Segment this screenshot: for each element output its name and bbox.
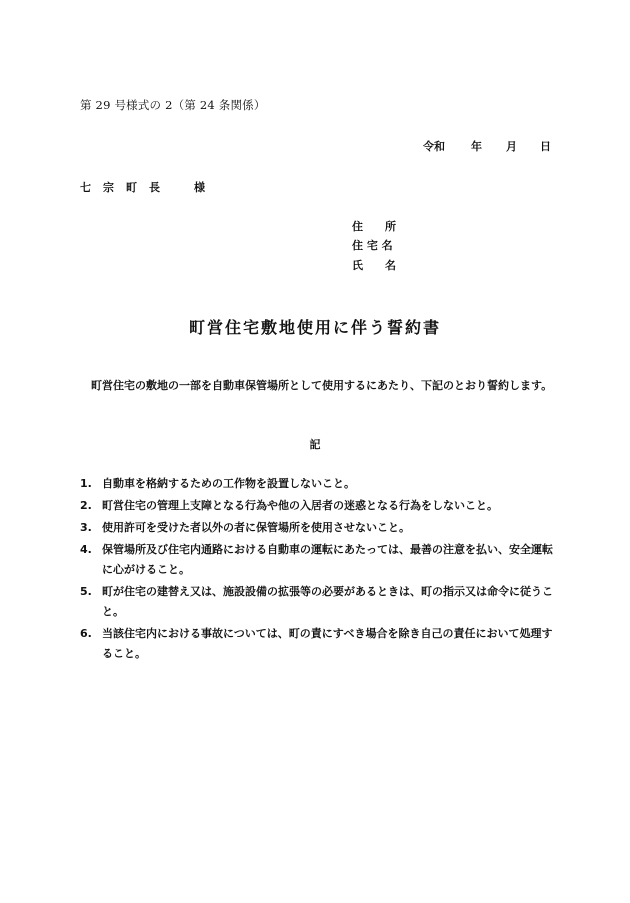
addressee-char: 長 [149, 181, 161, 194]
item-text: 町営住宅の管理上支障となる行為や他の入居者の迷惑となる行為をしないこと。 [102, 499, 498, 512]
addressee-char: 町 [126, 181, 138, 194]
item-text: 当該住宅内における事故については、町の責にすべき場合を除き自己の責任において処理すること。 [102, 627, 553, 660]
list-item [80, 540, 554, 580]
list-item [80, 474, 554, 494]
address-label: 住 所 [352, 220, 396, 233]
addressee-char: 七 [80, 181, 92, 194]
pledge-list [80, 474, 554, 666]
item-text: 使用許可を受けた者以外の者に保管場所を使用させないこと。 [102, 521, 410, 534]
house-name-label: 住 宅 名 [352, 239, 393, 252]
addressee-char: 宗 [103, 181, 115, 194]
form-number: 第 29 号様式の 2（第 24 条関係） [80, 98, 266, 112]
date-era: 令和 [423, 140, 445, 153]
item-number: 5. [80, 585, 92, 598]
item-number: 4. [80, 543, 92, 556]
item-text: 町が住宅の建替え又は、施設設備の拡張等の必要があるときは、町の指示又は命令に従うこと。 [102, 585, 553, 618]
list-item [80, 624, 554, 664]
date-month: 月 [506, 140, 517, 153]
item-text: 保管場所及び住宅内通路における自動車の運転にあたっては、最善の注意を払い、安全運転に心がけること。 [102, 543, 553, 576]
list-item [80, 582, 554, 622]
intro-paragraph: 町営住宅の敷地の一部を自動車保管場所として使用するにあたり、下記のとおり誓約します。 [91, 379, 553, 392]
item-number: 1. [80, 477, 92, 490]
addressee-honorific: 様 [194, 181, 206, 194]
item-number: 3. [80, 521, 92, 534]
list-item [80, 518, 554, 538]
date-day: 日 [540, 140, 551, 153]
item-number: 6. [80, 627, 92, 640]
item-text: 自動車を格納するための工作物を設置しないこと。 [102, 477, 355, 490]
item-number: 2. [80, 499, 92, 512]
ki-heading: 記 [309, 438, 321, 451]
document-title: 町営住宅敷地使用に伴う誓約書 [188, 318, 441, 337]
list-item [80, 496, 554, 516]
name-label: 氏 名 [352, 259, 396, 272]
addressee [80, 179, 205, 195]
date-year: 年 [471, 140, 482, 153]
